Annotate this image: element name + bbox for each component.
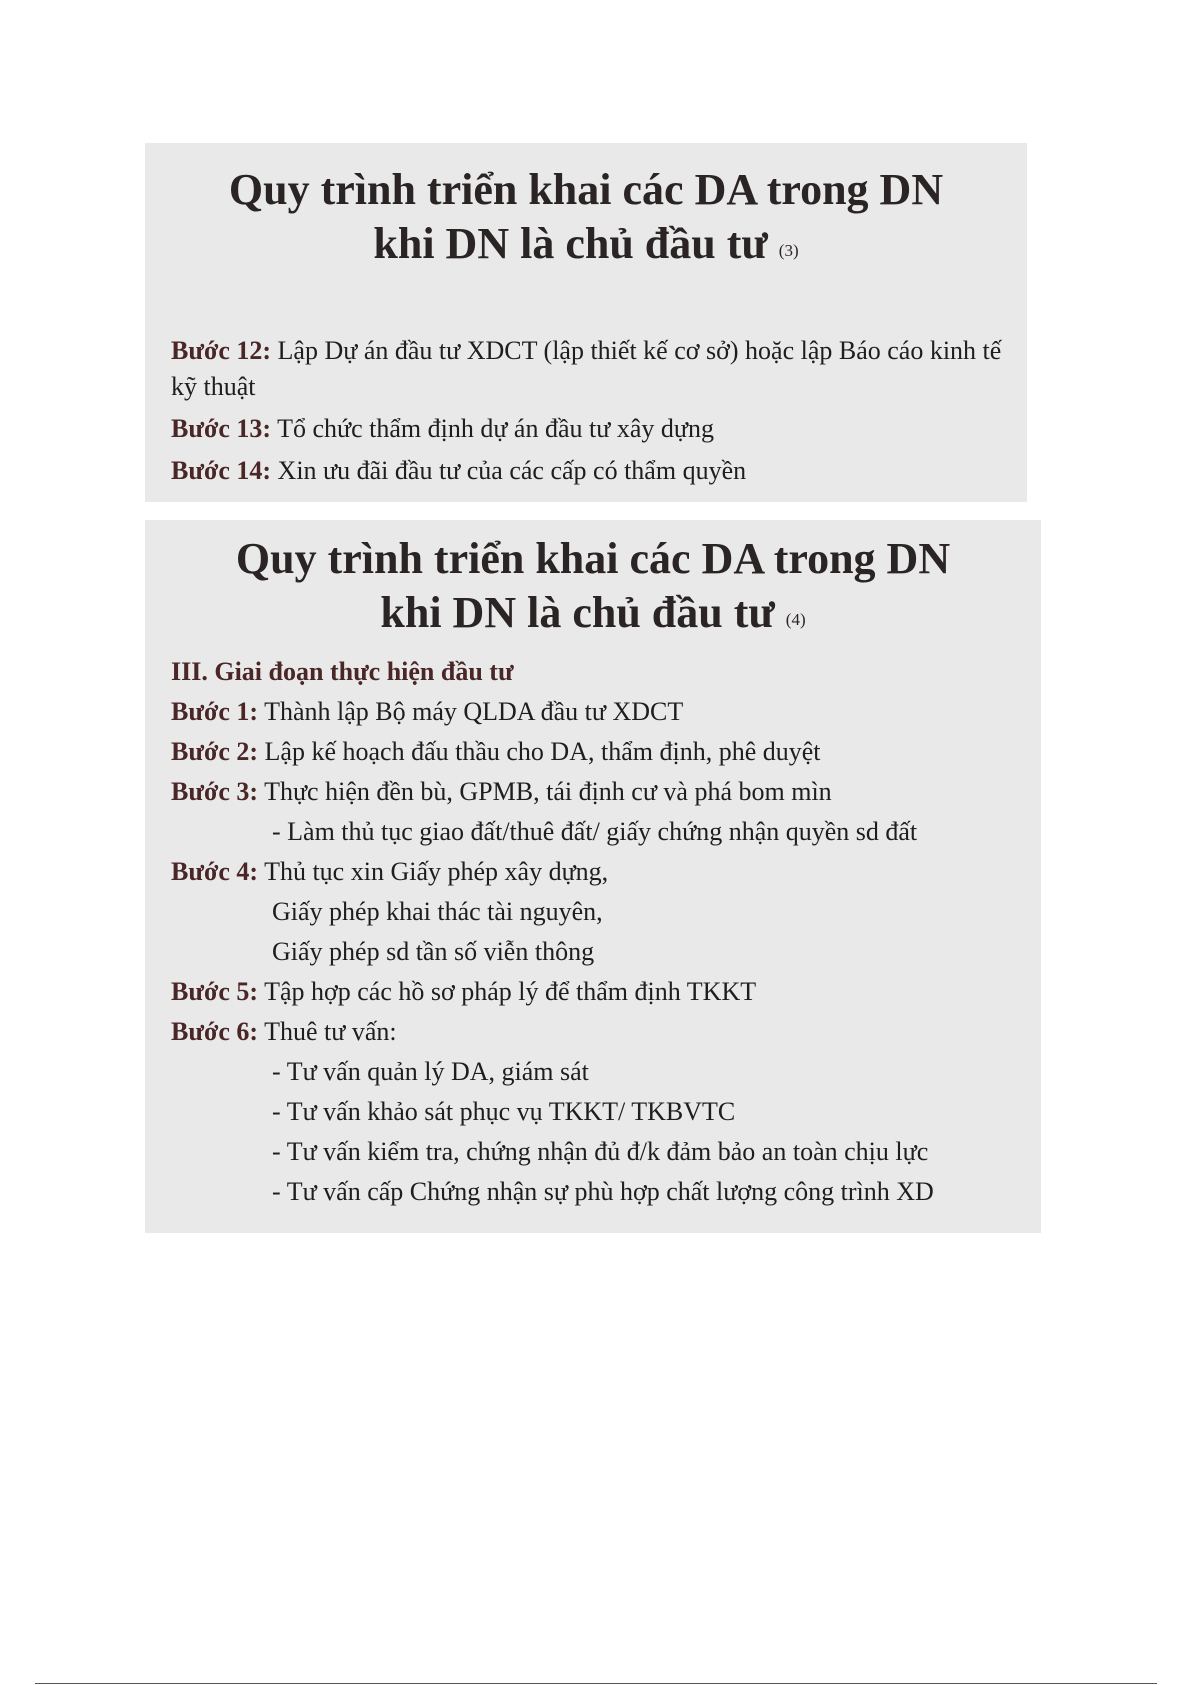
step-label: Bước 1:	[171, 697, 259, 726]
step-5	[171, 972, 1021, 1012]
step-label: Bước 2:	[171, 737, 259, 766]
step-4	[171, 852, 1021, 972]
phase-heading-item	[171, 652, 1021, 692]
title-line-2	[145, 586, 1041, 640]
step-label: Bước 5:	[171, 977, 259, 1006]
step-sub-item: - Tư vấn quản lý DA, giám sát	[272, 1057, 589, 1086]
step-list	[171, 333, 1007, 495]
step-sub-item: Giấy phép sd tần số viễn thông	[272, 937, 595, 966]
step-text: Thành lập Bộ máy QLDA đầu tư XDCT	[258, 697, 684, 726]
step-label: Bước 13:	[171, 414, 272, 443]
phase-heading: III. Giai đoạn thực hiện đầu tư	[171, 657, 514, 686]
step-text: Lập kế hoạch đấu thầu cho DA, thẩm định, phê duyệt	[258, 737, 821, 766]
step-label: Bước 4:	[171, 857, 259, 886]
slide-4	[145, 520, 1041, 1233]
title-line-1: Quy trình triển khai các DA trong DN	[235, 534, 951, 583]
step-list	[171, 652, 1021, 1212]
step-sub-item: Giấy phép khai thác tài nguyên,	[272, 897, 603, 926]
slide-title	[145, 163, 1027, 270]
step-text: Tập hợp các hồ sơ pháp lý để thẩm định TKKT	[258, 977, 757, 1006]
step-sub-item: - Làm thủ tục giao đất/thuê đất/ giấy chứng nhận quyền sd đất	[272, 817, 918, 846]
step-14	[171, 453, 1007, 489]
title-line-2	[145, 217, 1027, 271]
step-text: Thuê tư vấn:	[258, 1017, 397, 1046]
title-line-2-text: khi DN là chủ đầu tư	[373, 218, 768, 268]
step-label: Bước 12:	[171, 336, 272, 365]
slide-3	[145, 143, 1027, 502]
step-text: Thủ tục xin Giấy phép xây dựng,	[258, 857, 609, 886]
step-1	[171, 692, 1021, 732]
title-line-2-text: khi DN là chủ đầu tư	[380, 587, 775, 637]
slide-number: (4)	[785, 609, 806, 629]
step-label: Bước 3:	[171, 777, 259, 806]
slide-number: (3)	[778, 240, 799, 260]
step-text: Tổ chức thẩm định dự án đầu tư xây dựng	[271, 414, 714, 443]
step-3	[171, 772, 1021, 852]
slide-title	[145, 532, 1041, 639]
step-12	[171, 333, 1007, 405]
step-label: Bước 14:	[171, 456, 272, 485]
title-line-1: Quy trình triển khai các DA trong DN	[228, 165, 944, 214]
step-sub-item: - Tư vấn kiểm tra, chứng nhận đủ đ/k đảm bảo an toàn chịu lực	[272, 1137, 929, 1166]
step-label: Bước 6:	[171, 1017, 259, 1046]
step-text: Lập Dự án đầu tư XDCT (lập thiết kế cơ sở) hoặc lập Báo cáo kinh tế kỹ thuật	[171, 336, 1002, 401]
step-2	[171, 732, 1021, 772]
step-sub-item: - Tư vấn cấp Chứng nhận sự phù hợp chất lượng công trình XD	[272, 1177, 934, 1206]
step-6	[171, 1012, 1021, 1212]
step-13	[171, 411, 1007, 447]
step-text: Xin ưu đãi đầu tư của các cấp có thẩm quyền	[271, 456, 747, 485]
step-text: Thực hiện đền bù, GPMB, tái định cư và phá bom mìn	[258, 777, 832, 806]
page-bottom-rule	[35, 1683, 1157, 1684]
step-sub-item: - Tư vấn khảo sát phục vụ TKKT/ TKBVTC	[272, 1097, 736, 1126]
